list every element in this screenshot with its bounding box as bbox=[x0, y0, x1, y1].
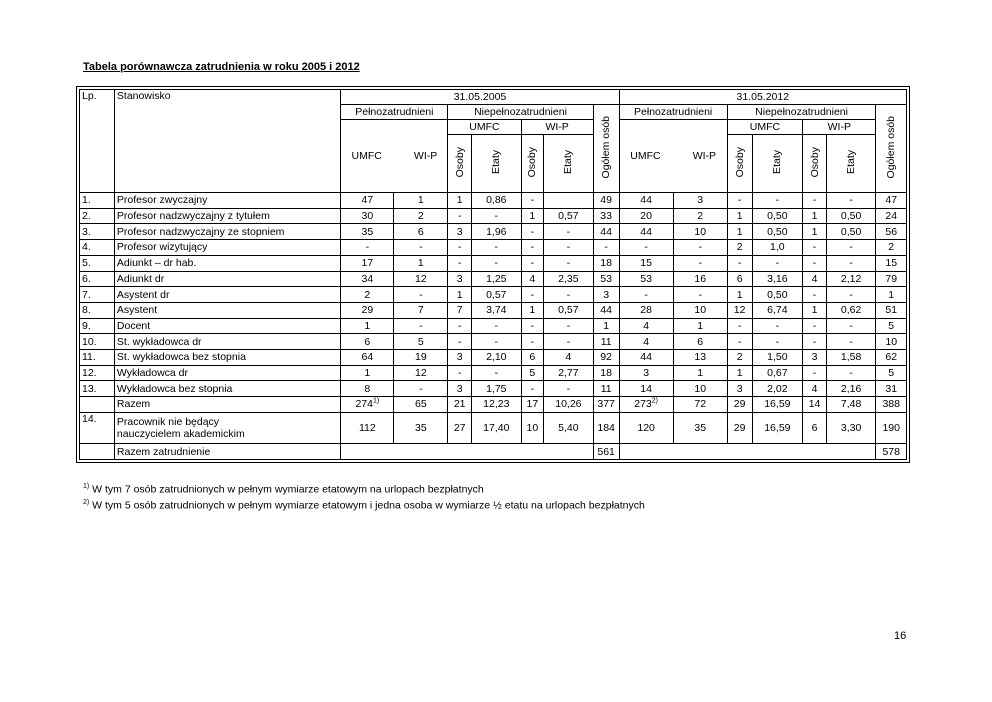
row-value: 6 bbox=[394, 224, 448, 240]
row-value: 7 bbox=[394, 302, 448, 318]
row-value: - bbox=[673, 240, 727, 256]
row-value: 1 bbox=[727, 224, 752, 240]
row-position-name: Adiunkt – dr hab. bbox=[114, 255, 340, 271]
row-lp bbox=[80, 444, 115, 460]
row-value: 27 bbox=[448, 412, 472, 443]
row-value: 2,16 bbox=[826, 381, 876, 397]
row-value: - bbox=[472, 318, 522, 334]
row-value: 14 bbox=[619, 381, 673, 397]
header-umfc-2012: UMFC bbox=[727, 120, 802, 135]
row-value: - bbox=[472, 334, 522, 350]
row-value: 35 bbox=[341, 224, 394, 240]
row-value: 5 bbox=[521, 365, 544, 381]
row-value: 5 bbox=[394, 334, 448, 350]
row-value: - bbox=[448, 365, 472, 381]
header-wip-2012: WI-P bbox=[803, 120, 876, 135]
row-value: 190 bbox=[876, 412, 907, 443]
row-value: 12 bbox=[394, 271, 448, 287]
row-value: 1 bbox=[727, 287, 752, 303]
header-etaty: Etaty bbox=[472, 135, 522, 193]
row-value: 0,62 bbox=[826, 302, 876, 318]
row-value: 5 bbox=[876, 318, 907, 334]
row-value: 1,25 bbox=[472, 271, 522, 287]
row-value: 3 bbox=[673, 193, 727, 209]
row-value: 29 bbox=[341, 302, 394, 318]
row-value: 53 bbox=[593, 271, 619, 287]
razem-row bbox=[80, 397, 907, 413]
row-value: - bbox=[472, 240, 522, 256]
row-lp: 4. bbox=[80, 240, 115, 256]
row-value: 1,58 bbox=[826, 350, 876, 366]
row-value: - bbox=[448, 208, 472, 224]
header-etaty: Etaty bbox=[752, 135, 803, 193]
header-part-2005: Niepełnozatrudnieni bbox=[448, 105, 593, 120]
row-value: 31 bbox=[876, 381, 907, 397]
row-value: - bbox=[727, 318, 752, 334]
row-lp: 8. bbox=[80, 302, 115, 318]
row-value: 1 bbox=[521, 208, 544, 224]
row-value: 29 bbox=[727, 412, 752, 443]
row-value: 47 bbox=[876, 193, 907, 209]
razem-value: 14 bbox=[803, 397, 827, 413]
row-value: 44 bbox=[619, 224, 673, 240]
row-position-name: Profesor zwyczajny bbox=[114, 193, 340, 209]
row-value: - bbox=[727, 255, 752, 271]
header-full-sub-2005: UMFC WI-P bbox=[341, 120, 448, 193]
razem-label: Razem bbox=[114, 397, 340, 413]
row-value: - bbox=[521, 287, 544, 303]
row-position-name: Profesor nadzwyczajny z tytułem bbox=[114, 208, 340, 224]
row-lp: 5. bbox=[80, 255, 115, 271]
row-value: 3 bbox=[803, 350, 827, 366]
table-row bbox=[80, 381, 907, 397]
row-value: 20 bbox=[619, 208, 673, 224]
row-value: 4 bbox=[521, 271, 544, 287]
row-value: - bbox=[521, 240, 544, 256]
row-position-name: Wykładowca bez stopnia bbox=[114, 381, 340, 397]
row-value: 17,40 bbox=[472, 412, 522, 443]
row-value: - bbox=[593, 240, 619, 256]
row-value bbox=[544, 193, 594, 209]
row-value: - bbox=[341, 240, 394, 256]
row-value: - bbox=[826, 365, 876, 381]
header-etaty: Etaty bbox=[826, 135, 876, 193]
row-value: - bbox=[521, 318, 544, 334]
header-etaty: Etaty bbox=[544, 135, 594, 193]
row-value: 6 bbox=[673, 334, 727, 350]
razem-zatrudnienie-label: Razem zatrudnienie bbox=[114, 444, 340, 460]
row-value: 6 bbox=[521, 350, 544, 366]
header-total-2012: Ogółem osób bbox=[876, 105, 907, 193]
row-value: - bbox=[448, 255, 472, 271]
row-value: 0,50 bbox=[752, 208, 803, 224]
row-value: 1 bbox=[521, 302, 544, 318]
row-value: 112 bbox=[341, 412, 394, 443]
row-value: - bbox=[544, 334, 594, 350]
razem-zatrudnienie-row bbox=[80, 444, 907, 460]
row-value: 3 bbox=[619, 365, 673, 381]
row-lp: 10. bbox=[80, 334, 115, 350]
row-value: 15 bbox=[876, 255, 907, 271]
row-value: 92 bbox=[593, 350, 619, 366]
row-value: 1,96 bbox=[472, 224, 522, 240]
row-value: - bbox=[619, 240, 673, 256]
row-value: - bbox=[803, 240, 827, 256]
row-value: 1,0 bbox=[752, 240, 803, 256]
row-value: 3,16 bbox=[752, 271, 803, 287]
row-position-name: Adiunkt dr bbox=[114, 271, 340, 287]
row-value: - bbox=[673, 287, 727, 303]
row-value: 1 bbox=[394, 255, 448, 271]
row-value: - bbox=[394, 318, 448, 334]
row-value: 3,74 bbox=[472, 302, 522, 318]
row-value: 3,30 bbox=[826, 412, 876, 443]
row-value: 4 bbox=[619, 318, 673, 334]
row-value: 0,57 bbox=[544, 302, 594, 318]
row-value: 34 bbox=[341, 271, 394, 287]
row-value: 18 bbox=[593, 365, 619, 381]
row-value: 15 bbox=[619, 255, 673, 271]
row-value: 1 bbox=[876, 287, 907, 303]
row-lp: 14. bbox=[80, 412, 115, 443]
row-lp: 1. bbox=[80, 193, 115, 209]
row-position-name: Profesor wizytujący bbox=[114, 240, 340, 256]
header-osoby: Osoby bbox=[803, 135, 827, 193]
row-value: 4 bbox=[544, 350, 594, 366]
row-value: 6,74 bbox=[752, 302, 803, 318]
row-value: 0,50 bbox=[752, 224, 803, 240]
row-value: 4 bbox=[803, 271, 827, 287]
row-value: 2,10 bbox=[472, 350, 522, 366]
row-value: 3 bbox=[448, 381, 472, 397]
page-title: Tabela porównawcza zatrudnienia w roku 2005 i 2012 bbox=[83, 61, 360, 73]
row-value: - bbox=[826, 334, 876, 350]
razem-value: 72 bbox=[673, 397, 727, 413]
row-value: 16,59 bbox=[752, 412, 803, 443]
razem-umfc-2012: 273$^{2)}$ bbox=[619, 397, 673, 413]
row-value: 3 bbox=[448, 350, 472, 366]
row-value: - bbox=[521, 224, 544, 240]
row-value: - bbox=[803, 365, 827, 381]
row-value: 44 bbox=[593, 224, 619, 240]
header-osoby: Osoby bbox=[521, 135, 544, 193]
table-row bbox=[80, 318, 907, 334]
header-lp: Lp. bbox=[80, 90, 115, 193]
row-value: 49 bbox=[593, 193, 619, 209]
row-value: 2,77 bbox=[544, 365, 594, 381]
row-value: 5,40 bbox=[544, 412, 594, 443]
table-row bbox=[80, 334, 907, 350]
row-position-name: Asystent bbox=[114, 302, 340, 318]
row-lp: 13. bbox=[80, 381, 115, 397]
row-value: 1 bbox=[593, 318, 619, 334]
row-value: 53 bbox=[619, 271, 673, 287]
row-value: - bbox=[544, 240, 594, 256]
row-value: 1 bbox=[341, 365, 394, 381]
row-position-name: Asystent dr bbox=[114, 287, 340, 303]
row-value: 1 bbox=[448, 193, 472, 209]
row-value: 11 bbox=[593, 381, 619, 397]
row-value: 184 bbox=[593, 412, 619, 443]
header-stanowisko: Stanowisko bbox=[114, 90, 340, 193]
row-value: 1,75 bbox=[472, 381, 522, 397]
row-value: 44 bbox=[619, 193, 673, 209]
row-lp bbox=[80, 397, 115, 413]
row-lp: 11. bbox=[80, 350, 115, 366]
row-value: 7 bbox=[448, 302, 472, 318]
row-value: 13 bbox=[673, 350, 727, 366]
row-value: 24 bbox=[876, 208, 907, 224]
row-value: 6 bbox=[803, 412, 827, 443]
row-lp: 12. bbox=[80, 365, 115, 381]
row-value: 4 bbox=[619, 334, 673, 350]
total-2005: 561 bbox=[593, 444, 619, 460]
row-value: - bbox=[394, 381, 448, 397]
row-value: 47 bbox=[341, 193, 394, 209]
header-total-2005: Ogółem osób bbox=[593, 105, 619, 193]
razem-value: 21 bbox=[448, 397, 472, 413]
row-value: - bbox=[544, 224, 594, 240]
row-position-name: St. wykładowca bez stopnia bbox=[114, 350, 340, 366]
row-value: - bbox=[727, 193, 752, 209]
table-row bbox=[80, 287, 907, 303]
row-position-name: Wykładowca dr bbox=[114, 365, 340, 381]
table-row bbox=[80, 365, 907, 381]
row-value: 10 bbox=[673, 381, 727, 397]
row-position-name: St. wykładowca dr bbox=[114, 334, 340, 350]
row-value: 6 bbox=[341, 334, 394, 350]
row-value: - bbox=[803, 287, 827, 303]
row-value: - bbox=[803, 193, 827, 209]
row-value: 1 bbox=[803, 224, 827, 240]
row-value: - bbox=[803, 334, 827, 350]
row-value: 79 bbox=[876, 271, 907, 287]
row-value: - bbox=[752, 255, 803, 271]
row-value: 1 bbox=[803, 302, 827, 318]
row-value: - bbox=[448, 334, 472, 350]
row-value: 0,50 bbox=[826, 208, 876, 224]
row-value: 2 bbox=[673, 208, 727, 224]
row-value: 2 bbox=[341, 287, 394, 303]
row-position-name: Docent bbox=[114, 318, 340, 334]
header-full-sub-2012: UMFC WI-P bbox=[619, 120, 727, 193]
row-value: - bbox=[544, 255, 594, 271]
row-position-name: Profesor nadzwyczajny ze stopniem bbox=[114, 224, 340, 240]
blank-span bbox=[619, 444, 876, 460]
table-row bbox=[80, 412, 907, 443]
row-lp: 3. bbox=[80, 224, 115, 240]
row-value: 3 bbox=[727, 381, 752, 397]
header-wip-2005: WI-P bbox=[521, 120, 593, 135]
row-value: - bbox=[826, 287, 876, 303]
row-value: 1 bbox=[673, 365, 727, 381]
razem-value: 29 bbox=[727, 397, 752, 413]
footnote-1: $^{1)}$ W tym 7 osób zatrudnionych w pełnym wymiarze etatowym na urlopach bezpłatnych bbox=[83, 483, 484, 496]
row-value: - bbox=[826, 255, 876, 271]
header-osoby: Osoby bbox=[448, 135, 472, 193]
blank-span bbox=[341, 444, 593, 460]
razem-value: 7,48 bbox=[826, 397, 876, 413]
row-value: - bbox=[544, 318, 594, 334]
row-value: 12 bbox=[727, 302, 752, 318]
row-value: - bbox=[472, 255, 522, 271]
row-value: 2,35 bbox=[544, 271, 594, 287]
row-value: 12 bbox=[394, 365, 448, 381]
table-row bbox=[80, 240, 907, 256]
page-number: 16 bbox=[894, 630, 907, 642]
row-value: - bbox=[521, 193, 544, 209]
row-value: 0,67 bbox=[752, 365, 803, 381]
row-lp: 9. bbox=[80, 318, 115, 334]
row-value: - bbox=[472, 365, 522, 381]
row-value: 1 bbox=[727, 365, 752, 381]
row-value: - bbox=[826, 318, 876, 334]
row-value: - bbox=[752, 334, 803, 350]
razem-umfc-2005: 274$^{1)}$ bbox=[341, 397, 394, 413]
row-value: 10 bbox=[673, 224, 727, 240]
row-value: 56 bbox=[876, 224, 907, 240]
razem-value: 16,59 bbox=[752, 397, 803, 413]
table-row bbox=[80, 271, 907, 287]
total-2012: 578 bbox=[876, 444, 907, 460]
row-value: - bbox=[394, 240, 448, 256]
row-value: - bbox=[448, 240, 472, 256]
row-value: - bbox=[752, 318, 803, 334]
row-value: 18 bbox=[593, 255, 619, 271]
header-full-2012: Pełnozatrudnieni bbox=[619, 105, 727, 120]
row-value: - bbox=[619, 287, 673, 303]
row-value: - bbox=[803, 318, 827, 334]
row-value: 8 bbox=[341, 381, 394, 397]
row-value: 62 bbox=[876, 350, 907, 366]
row-value: 0,57 bbox=[544, 208, 594, 224]
row-value: 4 bbox=[803, 381, 827, 397]
header-full-2005: Pełnozatrudnieni bbox=[341, 105, 448, 120]
header-umfc-2005: UMFC bbox=[448, 120, 521, 135]
row-value: - bbox=[521, 334, 544, 350]
row-value: 5 bbox=[876, 365, 907, 381]
row-value: 1 bbox=[727, 208, 752, 224]
row-value: - bbox=[472, 208, 522, 224]
table-row bbox=[80, 302, 907, 318]
row-value: 10 bbox=[673, 302, 727, 318]
row-value: 11 bbox=[593, 334, 619, 350]
row-value: 2 bbox=[394, 208, 448, 224]
row-value: 2 bbox=[727, 240, 752, 256]
row-value: - bbox=[752, 193, 803, 209]
row-lp: 7. bbox=[80, 287, 115, 303]
row-value: 3 bbox=[448, 224, 472, 240]
row-value: - bbox=[673, 255, 727, 271]
row-value: 28 bbox=[619, 302, 673, 318]
row-value: 2,02 bbox=[752, 381, 803, 397]
row-value: - bbox=[448, 318, 472, 334]
razem-value: 388 bbox=[876, 397, 907, 413]
row-value: 2 bbox=[876, 240, 907, 256]
row-value: 35 bbox=[394, 412, 448, 443]
row-lp: 6. bbox=[80, 271, 115, 287]
row-value: 0,86 bbox=[472, 193, 522, 209]
razem-value: 10,26 bbox=[544, 397, 594, 413]
row-value: 44 bbox=[593, 302, 619, 318]
razem-value: 65 bbox=[394, 397, 448, 413]
row-value: 1,50 bbox=[752, 350, 803, 366]
row-value: 16 bbox=[673, 271, 727, 287]
row-value: 0,50 bbox=[752, 287, 803, 303]
row-value: 51 bbox=[876, 302, 907, 318]
row-value: 10 bbox=[521, 412, 544, 443]
row-value: 3 bbox=[448, 271, 472, 287]
row-value: - bbox=[394, 287, 448, 303]
row-value: - bbox=[826, 240, 876, 256]
row-value: 35 bbox=[673, 412, 727, 443]
row-value: 1 bbox=[341, 318, 394, 334]
row-value: 0,57 bbox=[472, 287, 522, 303]
razem-value: 17 bbox=[521, 397, 544, 413]
row-value: 1 bbox=[394, 193, 448, 209]
row-value: - bbox=[544, 287, 594, 303]
employment-table-frame bbox=[76, 86, 910, 463]
row-value: 19 bbox=[394, 350, 448, 366]
header-date-2005: 31.05.2005 bbox=[341, 90, 619, 105]
table-row bbox=[80, 224, 907, 240]
header-osoby: Osoby bbox=[727, 135, 752, 193]
row-value: 44 bbox=[619, 350, 673, 366]
row-lp: 2. bbox=[80, 208, 115, 224]
row-value: - bbox=[521, 255, 544, 271]
row-value: 30 bbox=[341, 208, 394, 224]
row-value: - bbox=[803, 255, 827, 271]
row-value: - bbox=[521, 381, 544, 397]
row-value: 64 bbox=[341, 350, 394, 366]
table-row bbox=[80, 193, 907, 209]
row-value: 0,50 bbox=[826, 224, 876, 240]
row-position-name: Pracownik nie będący nauczycielem akademickim bbox=[114, 412, 340, 443]
table-row bbox=[80, 255, 907, 271]
razem-value: 377 bbox=[593, 397, 619, 413]
row-value: 120 bbox=[619, 412, 673, 443]
row-value: 33 bbox=[593, 208, 619, 224]
header-part-2012: Niepełnozatrudnieni bbox=[727, 105, 876, 120]
employment-table bbox=[79, 89, 907, 460]
table-row bbox=[80, 350, 907, 366]
razem-value: 12,23 bbox=[472, 397, 522, 413]
row-value: - bbox=[544, 381, 594, 397]
header-date-2012: 31.05.2012 bbox=[619, 90, 906, 105]
row-value: - bbox=[826, 193, 876, 209]
row-value: 17 bbox=[341, 255, 394, 271]
footnote-2: $^{2)}$ W tym 5 osób zatrudnionych w pełnym wymiarze etatowym i jedna osoba w wymiarze ½ etatu na urlopach bezpłatnych bbox=[83, 499, 645, 512]
row-value: 2 bbox=[727, 350, 752, 366]
row-value: 2,12 bbox=[826, 271, 876, 287]
row-value: 10 bbox=[876, 334, 907, 350]
row-value: 3 bbox=[593, 287, 619, 303]
row-value: 1 bbox=[673, 318, 727, 334]
table-row bbox=[80, 208, 907, 224]
row-value: 1 bbox=[448, 287, 472, 303]
row-value: 6 bbox=[727, 271, 752, 287]
row-value: 1 bbox=[803, 208, 827, 224]
row-value: - bbox=[727, 334, 752, 350]
